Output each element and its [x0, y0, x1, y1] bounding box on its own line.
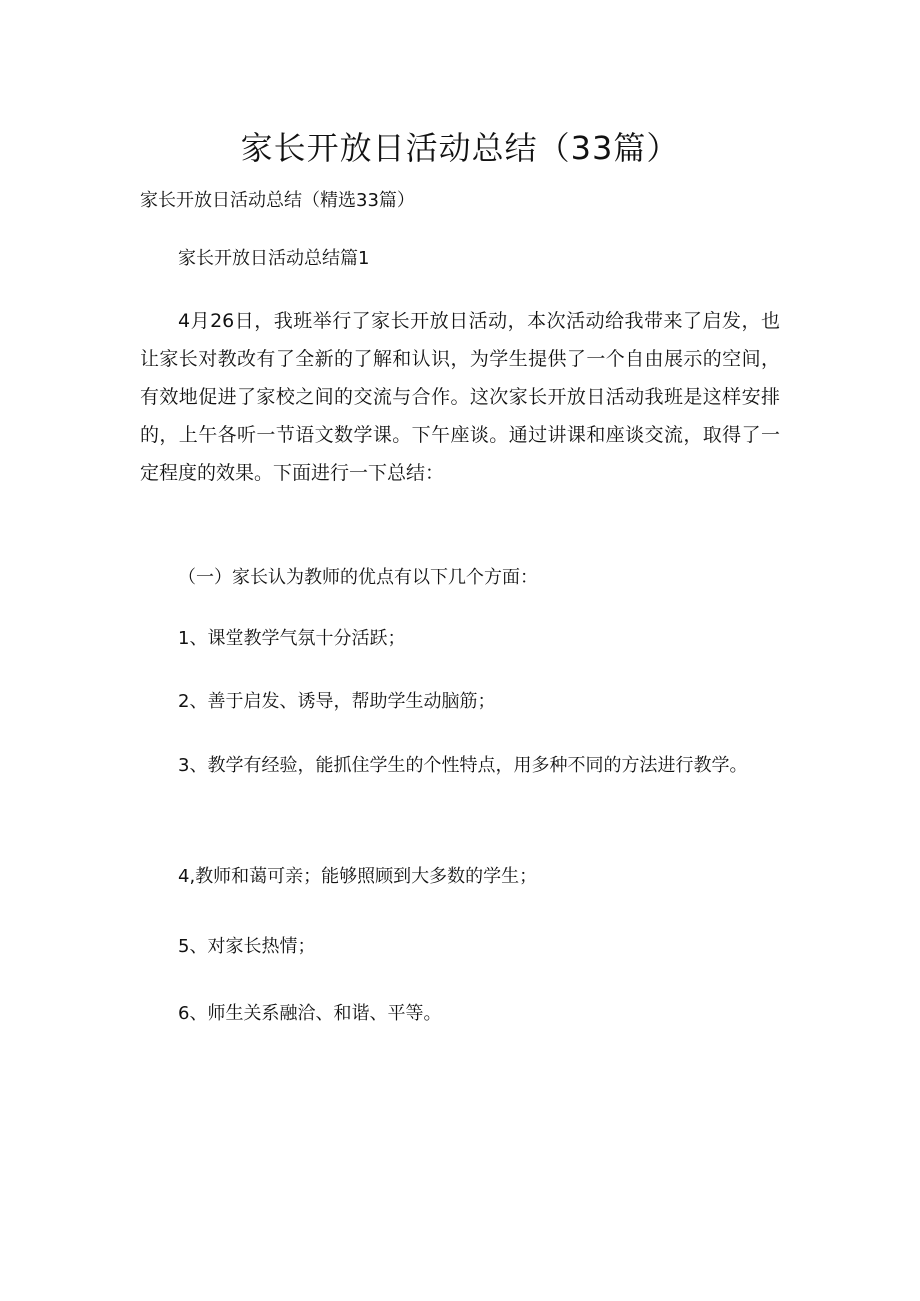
sub-heading: （一）家长认为教师的优点有以下几个方面：: [178, 567, 538, 588]
document-title: 家长开放日活动总结（33篇）: [240, 129, 680, 167]
list-item: 5、对家长热情；: [178, 936, 316, 957]
list-item: 6、师生关系融洽、和谐、平等。: [178, 1003, 442, 1024]
intro-paragraph: 4月26日，我班举行了家长开放日活动，本次活动给我带来了启发，也让家长对教改有了全新的了解和认识，为学生提供了一个自由展示的空间，有效地促进了家校之间的交流与合作。这次家长开放日活动我班是这样安排的，上午各听一节语文数学课。下午座谈。通过讲课和座谈交流，取得了一定程度的效果。下面进行一下总结：: [140, 310, 780, 484]
list-item: 1、课堂教学气氛十分活跃；: [178, 628, 406, 649]
list-item: 4,教师和蔼可亲；能够照顾到大多数的学生；: [178, 866, 538, 887]
list-item: 2、善于启发、诱导，帮助学生动脑筋；: [178, 691, 496, 712]
section-heading: 家长开放日活动总结篇1: [178, 248, 370, 269]
list-item: 3、教学有经验，能抓住学生的个性特点，用多种不同的方法进行教学。: [178, 755, 748, 776]
document-subtitle: 家长开放日活动总结（精选33篇）: [140, 190, 415, 211]
